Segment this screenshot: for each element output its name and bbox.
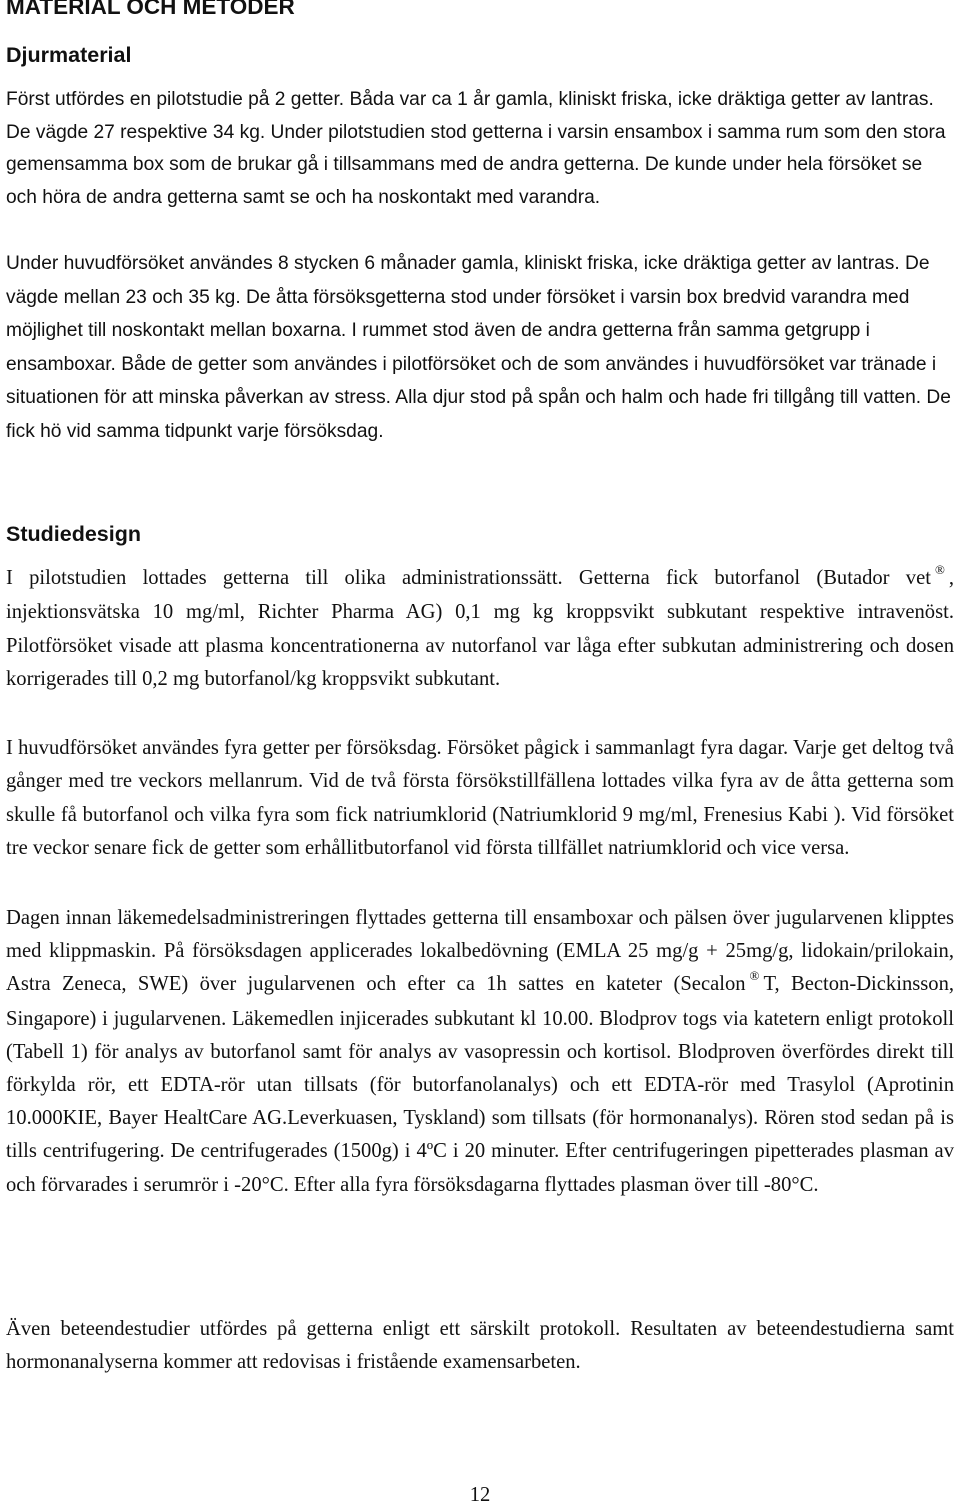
- paragraph-text: , injektionsvätska 10 mg/ml, Richter Pharma AG) 0,1 mg kg kroppsvikt subkutant respektive intravenöst. Pilotförsöket visade att plasma koncentrationerna av nutorfanol var låga efter subkutan administrering och dosen korrigerades till 0,2 mg butorfanol/kg kroppsvikt subkutant.: [6, 567, 954, 691]
- section-heading: MATERIAL OCH METODER: [6, 0, 295, 19]
- paragraph-pilot-study: Först utfördes en pilotstudie på 2 getter. Båda var ca 1 år gamla, kliniskt friska, icke dräktiga getter av lantras. De vägde 27 respektive 34 kg. Under pilotstudien stod getterna i varsin ensambox i samma rum som den stora gemensamma box som de brukar gå i tillsammans med de andra getterna. De kunde under hela försöket se och höra de andra getterna samt se och ha noskontakt med varandra.: [6, 89, 946, 208]
- paragraph-main-study: Under huvudförsöket användes 8 stycken 6 månader gamla, kliniskt friska, icke dräktiga getter av lantras. De vägde mellan 23 och 35 kg. De åtta försöksgetterna stod under försöket i varsin box bredvid varandra med möjlighet till noskontakt mellan boxarna. I rummet stod även de andra getterna från samma getgrupp i ensamboxar. Både de getter som användes i pilotförsöket och de som användes i huvudförsöket var tränade i situationen för att minska påverkan av stress. Alla djur stod på spån och halm och hade fri tillgång till vatten. De fick hö vid samma tidpunkt varje försöksdag.: [6, 253, 951, 442]
- subheading-djurmaterial: Djurmaterial: [6, 43, 132, 67]
- paragraph-main-trial: I huvudförsöket användes fyra getter per försöksdag. Försöket pågick i sammanlagt fyra dagar. Varje get deltog två gånger med tre veckors mellanrum. Vid de två första försökstillfällena lottades vilka fyra av de åtta getterna som skulle få butorfanol och vilka fyra som fick natriumklorid (Natriumklorid 9 mg/ml, Frenesius Kabi ). Vid försöket tre veckor senare fick de getter som erhållitbutorfanol vid första tillfället natriumklorid och vice versa.: [6, 737, 954, 860]
- subheading-studiedesign: Studiedesign: [6, 522, 141, 546]
- paragraph-text: T, Becton-Dickinsson, Singapore) i jugularvenen. Läkemedlen injicerades subkutant kl 10.00. Blodprov togs via katetern enligt protokoll (Tabell 1) för analys av butorfanol samt för analys av vasopressin och kortisol. Blodproven överfördes direkt till förkylda rör, ett EDTA-rör utan tillsats (för butorfanolanalys) och ett EDTA-rör med Trasylol (Aprotinin 10.000KIE, Bayer HealtCare AG.Leverkuasen, Tyskland) som tillsats (för hormonanalys). Rören stod sedan på is tills centrifugering. De centrifugerades (1500g) i 4ºC i 20 minuter. Efter centrifugeringen pipetterades plasman av och förvarades i serumrör i -20°C. Efter alla fyra försöksdagarna flyttades plasman över till -80°C.: [6, 973, 955, 1196]
- paragraph-behaviour-studies: Även beteendestudier utfördes på getterna enligt ett särskilt protokoll. Resultaten av beteendestudierna samt hormonanalyserna kommer att redovisas i fristående examensarbeten.: [6, 1318, 954, 1374]
- paragraph-text: I pilotstudien lottades getterna till olika administrationssätt. Getterna fick butorfanol (Butador vet: [6, 567, 931, 589]
- registered-symbol: ®: [749, 968, 760, 984]
- paragraph-procedure: [6, 902, 954, 1202]
- paragraph-text: Dagen innan läkemedelsadministreringen flyttades getterna till ensamboxar och pälsen över jugularvenen klipptes med klippmaskin. På försöksdagen applicerades lokalbedövning (EMLA 25 mg/g + 25mg/g, lidokain/prilokain, Astra Zeneca, SWE) över jugularvenen och efter ca 1h sattes en kateter (Secalon: [6, 907, 954, 996]
- page-number: 12: [469, 1484, 491, 1506]
- paragraph-administration: [6, 562, 954, 697]
- registered-symbol: ®: [934, 562, 945, 577]
